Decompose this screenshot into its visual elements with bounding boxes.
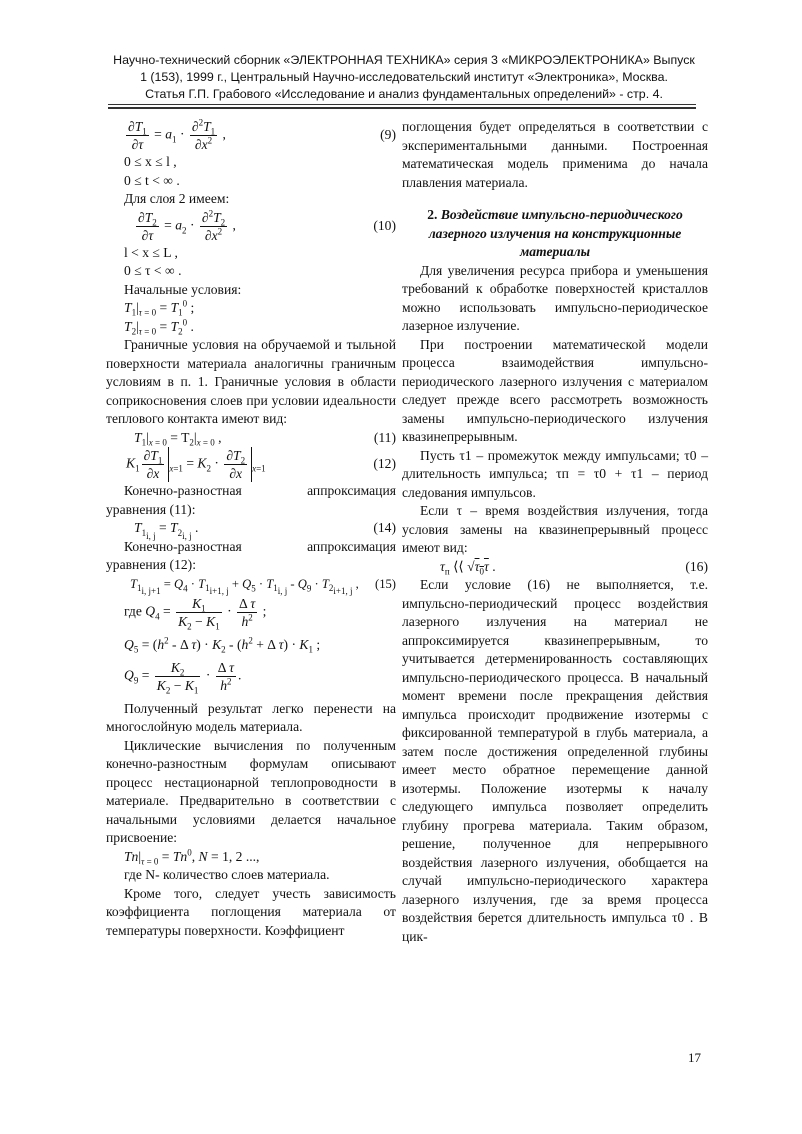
paragraph-model: При построении математической модели процесса взаимодействия импульсно-периодического лазерного излучения с материалом следует прежде всего рассмотреть возможность замены импульсно-периодического излучения квазинепрерывным. bbox=[402, 336, 708, 444]
condition-x-layer1: 0 ≤ x ≤ l , bbox=[124, 154, 177, 169]
paragraph-definitions: Пусть τ1 – промежуток между импульсами; τ0 – длительность импульса; τп = τ0 + τ1 – период следования импульсов. bbox=[402, 447, 708, 500]
equation-16-formula: $\tau_п$ ⟨⟨ $√\tau_0\tau$ . bbox=[440, 558, 496, 577]
where-label: где bbox=[124, 603, 142, 619]
equation-14-number: (14) bbox=[373, 520, 396, 535]
fd-approximation-12: Конечно-разностная аппроксимация уравнения (12): bbox=[106, 538, 396, 572]
header-line-2: 1 (153), 1999 г., Центральный Научно-исследовательский институт «Электроника», Москва. bbox=[140, 70, 668, 84]
section-title: Воздействие импульсно-периодического лазерного излучения на конструкционные материалы bbox=[428, 207, 683, 259]
paragraph-resource: Для увеличения ресурса прибора и уменьшения требований к обработке поверхностей кристаллов можно использовать импульсно-периодическое лазерное излучение. bbox=[402, 262, 708, 333]
equation-15 bbox=[106, 575, 396, 594]
initial-condition-2: $T_2|_{\tau = 0} = T_2^0$ . bbox=[124, 316, 194, 337]
section-number: 2. bbox=[427, 207, 438, 222]
paragraph-condition: Если τ – время воздействия излучения, тогда условия замены на квазинепрерывный процесс имеют вид: bbox=[402, 503, 708, 555]
header-rule-thin bbox=[108, 104, 696, 105]
section-2-heading bbox=[402, 206, 708, 262]
right-column bbox=[402, 118, 708, 946]
result-paragraph: Полученный результат легко перенести на многослойную модель материала. bbox=[106, 700, 396, 734]
equation-14 bbox=[106, 519, 396, 541]
equation-12-number: (12) bbox=[373, 456, 396, 472]
layers-count-note: где N- количество слоев материала. bbox=[124, 867, 330, 882]
q4-definition: где $Q_4$ = $\frac{K_1}{K_2 - K_1}$ · $\frac{\text{Δ τ}}{h^2}$ ; bbox=[124, 596, 267, 632]
condition-t-layer1: 0 ≤ t < ∞ . bbox=[124, 172, 180, 188]
equation-9 bbox=[106, 118, 396, 153]
boundary-conditions-paragraph: Граничные условия на обручаемой и тыльной поверхности материала аналогичны граничным условиям в п. 1. Граничные условия в области соприкосновения слоев при условии идеальности теплового контакта имеют вид: bbox=[106, 337, 396, 426]
equation-10 bbox=[106, 209, 396, 244]
header-line-1: Научно-технический сборник «ЭЛЕКТРОННАЯ ТЕХНИКА» серия 3 «МИКРОЭЛЕКТРОНИКА» Выпуск bbox=[113, 53, 695, 67]
equation-15-number: (15) bbox=[375, 576, 396, 591]
page-number: 17 bbox=[688, 1050, 701, 1065]
fd-approximation-11: Конечно-разностная аппроксимация уравнения (11): bbox=[106, 483, 396, 517]
equation-9-number: (9) bbox=[380, 127, 396, 143]
equation-11-number: (11) bbox=[373, 429, 396, 445]
header-rule-thick bbox=[108, 107, 696, 109]
equation-16-number: (16) bbox=[685, 558, 708, 574]
equation-9-formula: $\frac{\partial T_1}{\partial\tau}$ = $a_1$ · $\frac{\partial^2T_1}{\partial x^2}$ , bbox=[128, 117, 226, 152]
equation-16 bbox=[402, 558, 708, 577]
cyclic-paragraph: Циклические вычисления по полученным конечно-разностным формулам описывают процесс нестационарной теплопроводности в материале. Предварительно в соответствии с начальными условиями делается начальное присвоение: bbox=[106, 737, 396, 845]
left-column bbox=[106, 118, 396, 940]
continuation-paragraph: поглощения будет определяться в соответствии с экспериментальными данными. Построенная математическая модель применима до начала плавления материала. bbox=[402, 119, 708, 190]
condition-tau-layer2: 0 ≤ τ < ∞ . bbox=[124, 263, 182, 278]
absorption-paragraph: Кроме того, следует учесть зависимость коэффициента поглощения материала от температуры поверхности. Коэффициент bbox=[106, 885, 396, 938]
equation-14-formula: $T_{1_{i, j}} = T_{2_{i, j}}$ . bbox=[134, 520, 199, 541]
initial-assignment: $Tn|_{\tau = 0} = Tn^0$, N = 1, 2 ..., bbox=[124, 846, 260, 867]
equation-10-number: (10) bbox=[373, 217, 396, 233]
header-line-3: Статья Г.П. Грабового «Исследование и анализ фундаментальных определений» - стр. 4. bbox=[145, 87, 663, 101]
equation-11-formula: $T_1|_{x = 0} = T_2|_{x = 0}$ , bbox=[134, 429, 222, 448]
equation-12 bbox=[106, 447, 396, 482]
paragraph-isotherm: Если условие (16) не выполняется, т.е. импульсно-периодический процесс воздействия лазерного излучения на материал не аппроксимируется квазинепрерывным, то учитывается детерменированность составляющих импульсно-периодического процесса. В начальный момент времени после прекращения действия импульса происходит продвижение изотермы с фиксированной температурой в глубь материала, а затем после достижения определенной глубины имеет место обратное перемещение данной изотермы. Положение изотермы к началу следующего импульса позволяет определить глубину прогрева материала. Таким образом, решение, полученное для непрерывного воздействия лазерного излучения, обобщается на случай импульсно-периодического характера лазерного излучения, где за время процесса воздействия берется длительность импульса τ0 . В цик- bbox=[402, 577, 708, 944]
equation-12-formula: $K_1$ $\frac{\partial T_1}{\partial x}$ $_{x=1} = K_2$ · $\frac{\partial T_2}{\partial x}$ $_{x=1}$ bbox=[126, 448, 266, 481]
condition-x-layer2: l < x ≤ L , bbox=[124, 244, 178, 260]
layer2-intro: Для слоя 2 имеем: bbox=[124, 191, 230, 206]
initial-condition-1: $T_1|_{\tau = 0} = T_1^0$ ; bbox=[124, 298, 195, 318]
equation-10-formula: $\frac{\partial T_2}{\partial\tau}$ = $a_2$ · $\frac{\partial^2T_2}{\partial x^2}$ , bbox=[138, 207, 236, 243]
q5-definition: $Q_5 = (h^2 - \Delta$ $\tau) \cdot K_2 - (h^2 + \Delta$ $\tau) \cdot K_1$ ; bbox=[124, 635, 321, 655]
q9-definition: $Q_9$ = $\frac{K_2}{K_2 - K_1}$ · $\frac{\text{Δ τ}}{h^2}$ . bbox=[124, 659, 242, 696]
initial-conditions-label: Начальные условия: bbox=[124, 281, 242, 297]
equation-15-formula: $T_{1_{i, j+1}} = Q_4 \cdot T_{1_{i+1, j}} + Q_5 \cdot T_{1_{i, j}} - Q_9 \cdot T_{2_{i+1, j}}$ , bbox=[130, 576, 359, 596]
journal-header bbox=[84, 52, 724, 103]
equation-11 bbox=[106, 429, 396, 448]
